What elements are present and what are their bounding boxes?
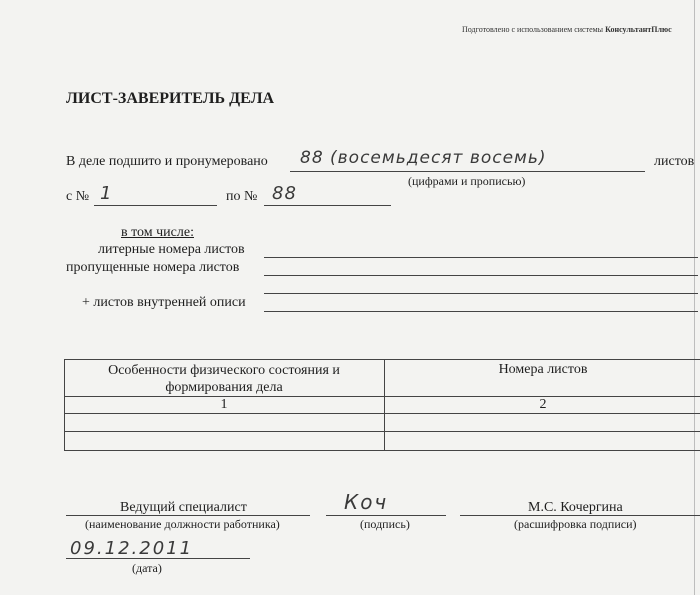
- filed-label: В деле подшито и пронумеровано: [66, 154, 268, 169]
- table-rule-row1: [64, 431, 700, 432]
- table-rule-bottom: [64, 450, 700, 451]
- date-value: 09.12.2011: [70, 538, 194, 559]
- signature-underline: [326, 515, 446, 516]
- table-column-number-1: 1: [220, 397, 228, 412]
- position-underline: [66, 515, 310, 516]
- name-underline: [460, 515, 700, 516]
- filed-unit: листов: [654, 154, 695, 169]
- inner-inventory-line: [264, 311, 698, 312]
- prepared-brand: КонсультантПлюс: [605, 25, 672, 34]
- missing-sheets-label: пропущенные номера листов: [66, 260, 240, 275]
- position-caption: (наименование должности работника): [85, 517, 280, 531]
- physical-state-table: [64, 359, 700, 451]
- prepared-text: Подготовлено с использованием системы: [462, 25, 606, 34]
- table-header-sheet-numbers: Номера листов: [498, 362, 588, 377]
- table-column-number-2: 2: [539, 397, 547, 412]
- filed-caption: (цифрами и прописью): [408, 174, 526, 188]
- date-caption: (дата): [132, 561, 162, 575]
- consultant-header: [462, 25, 672, 34]
- from-label: с №: [66, 189, 90, 204]
- filed-underline: [290, 171, 645, 172]
- name-caption: (расшифровка подписи): [514, 517, 637, 531]
- table-header-condition: Особенности физического состояния и формирования дела: [108, 363, 340, 395]
- to-label: по №: [226, 189, 258, 204]
- position-value: Ведущий специалист: [120, 500, 247, 515]
- date-underline: [66, 558, 250, 559]
- letter-sheets-line: [264, 257, 698, 258]
- page-edge-shadow: [694, 0, 695, 595]
- table-rule-numbers: [64, 413, 700, 414]
- including-label: в том числе:: [121, 225, 194, 240]
- to-underline: [264, 205, 391, 206]
- filed-value: 88 (восемьдесят восемь): [300, 148, 547, 168]
- inner-inventory-label: + листов внутренней описи: [82, 295, 246, 310]
- missing-sheets-line-2: [264, 293, 698, 294]
- missing-sheets-line: [264, 275, 698, 276]
- signature-caption: (подпись): [360, 517, 410, 531]
- letter-sheets-label: литерные номера листов: [98, 242, 245, 257]
- name-value: М.С. Кочергина: [528, 500, 623, 515]
- to-value: 88: [272, 183, 297, 204]
- document-title: ЛИСТ-ЗАВЕРИТЕЛЬ ДЕЛА: [66, 90, 275, 107]
- from-value: 1: [100, 183, 113, 204]
- table-rule-top: [64, 359, 700, 360]
- from-underline: [94, 205, 217, 206]
- signature-value: Коч: [344, 490, 389, 514]
